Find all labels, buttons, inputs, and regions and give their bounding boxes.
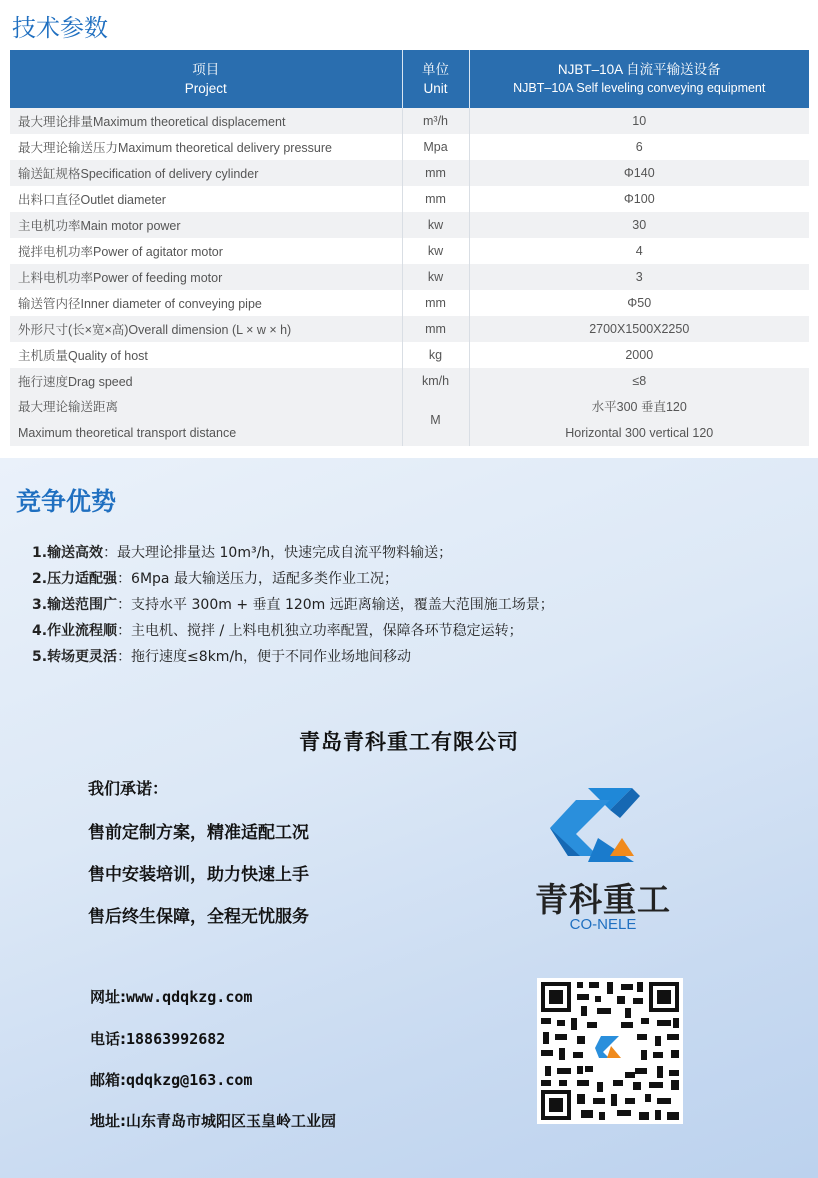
table-row bbox=[10, 238, 809, 264]
qr-code-icon bbox=[537, 978, 683, 1124]
promise-title: 我们承诺： bbox=[88, 779, 169, 798]
param-name: 最大理论输送距离 Maximum theoretical transport distance bbox=[10, 394, 402, 446]
promise-item: 售前定制方案，精准适配工况 bbox=[88, 823, 309, 843]
param-value: 水平300 垂直120 Horizontal 300 vertical 120 bbox=[469, 394, 809, 446]
table-header bbox=[10, 50, 809, 108]
table-row bbox=[10, 342, 809, 368]
table-row bbox=[10, 290, 809, 316]
param-value: 2000 bbox=[469, 342, 809, 368]
promise-item: 售后终生保障，全程无忧服务 bbox=[88, 907, 309, 927]
table-row bbox=[10, 134, 809, 160]
param-name: 外形尺寸(长×宽×高)Overall dimension (L × w × h) bbox=[10, 316, 402, 342]
table-row bbox=[10, 186, 809, 212]
table-row bbox=[10, 394, 809, 446]
advantages-list bbox=[32, 540, 554, 670]
param-value: Φ140 bbox=[469, 160, 809, 186]
param-value: 4 bbox=[469, 238, 809, 264]
table-row bbox=[10, 264, 809, 290]
header-model: NJBT–10A 自流平输送设备 NJBT–10A Self leveling conveying equipment bbox=[469, 50, 809, 108]
param-unit: kw bbox=[402, 212, 469, 238]
param-value: Φ50 bbox=[469, 290, 809, 316]
param-unit: m³/h bbox=[402, 108, 469, 134]
tech-title: 技术参数 bbox=[12, 14, 108, 42]
company-logo bbox=[528, 788, 678, 938]
address: 地址:山东青岛市城阳区玉皇岭工业园 bbox=[90, 1112, 337, 1130]
param-name: 主电机功率Main motor power bbox=[10, 212, 402, 238]
param-name: 上料电机功率Power of feeding motor bbox=[10, 264, 402, 290]
spec-table bbox=[10, 50, 809, 446]
param-name: 输送管内径Inner diameter of conveying pipe bbox=[10, 290, 402, 316]
list-item: 3.输送范围广：支持水平 300m + 垂直 120m 远距离输送，覆盖大范围施工场景； bbox=[32, 597, 554, 613]
param-unit: M bbox=[402, 394, 469, 446]
tech-section bbox=[0, 0, 818, 458]
list-item: 2.压力适配强：6Mpa 最大输送压力，适配多类作业工况； bbox=[32, 571, 398, 587]
company-name: 青岛青科重工有限公司 bbox=[299, 730, 519, 754]
param-unit: kw bbox=[402, 264, 469, 290]
promise-item: 售中安装培训，助力快速上手 bbox=[88, 865, 309, 885]
table-row bbox=[10, 368, 809, 394]
param-value: Φ100 bbox=[469, 186, 809, 212]
param-name: 主机质量Quality of host bbox=[10, 342, 402, 368]
param-unit: mm bbox=[402, 316, 469, 342]
email: 邮箱:qdqkzg@163.com bbox=[90, 1071, 253, 1089]
param-unit: kg bbox=[402, 342, 469, 368]
list-item: 5.转场更灵活：拖行速度≤8km/h，便于不同作业场地间移动 bbox=[32, 649, 412, 665]
param-value: 3 bbox=[469, 264, 809, 290]
header-project: 项目 Project bbox=[10, 50, 402, 108]
param-value: ≤8 bbox=[469, 368, 809, 394]
param-name: 最大理论输送压力Maximum theoretical delivery pressure bbox=[10, 134, 402, 160]
list-item: 4.作业流程顺：主电机、搅拌 / 上料电机独立功率配置，保障各环节稳定运转； bbox=[32, 623, 523, 639]
param-name: 搅拌电机功率Power of agitator motor bbox=[10, 238, 402, 264]
table-row bbox=[10, 212, 809, 238]
table-row bbox=[10, 160, 809, 186]
param-unit: kw bbox=[402, 238, 469, 264]
list-item: 1.输送高效：最大理论排量达 10m³/h，快速完成自流平物料输送； bbox=[32, 545, 453, 561]
param-name: 拖行速度Drag speed bbox=[10, 368, 402, 394]
param-unit: km/h bbox=[402, 368, 469, 394]
param-name: 输送缸规格Specification of delivery cylinder bbox=[10, 160, 402, 186]
table-row bbox=[10, 316, 809, 342]
param-value: 10 bbox=[469, 108, 809, 134]
phone: 电话:18863992682 bbox=[90, 1030, 226, 1048]
param-value: 2700X1500X2250 bbox=[469, 316, 809, 342]
advantages-section bbox=[0, 458, 818, 1178]
param-value: 6 bbox=[469, 134, 809, 160]
param-unit: mm bbox=[402, 160, 469, 186]
advantages-title: 竞争优势 bbox=[16, 487, 117, 516]
param-name: 最大理论排量Maximum theoretical displacement bbox=[10, 108, 402, 134]
param-unit: mm bbox=[402, 290, 469, 316]
param-name: 出料口直径Outlet diameter bbox=[10, 186, 402, 212]
table-row bbox=[10, 108, 809, 134]
logo-mark-icon bbox=[528, 788, 678, 874]
header-unit: 单位 Unit bbox=[402, 50, 469, 108]
param-unit: mm bbox=[402, 186, 469, 212]
logo-sub-text: CO-NELE bbox=[569, 916, 637, 933]
param-value: 30 bbox=[469, 212, 809, 238]
website: 网址:www.qdqkzg.com bbox=[90, 988, 253, 1006]
logo-text: 青科重工 bbox=[535, 880, 671, 919]
param-unit: Mpa bbox=[402, 134, 469, 160]
